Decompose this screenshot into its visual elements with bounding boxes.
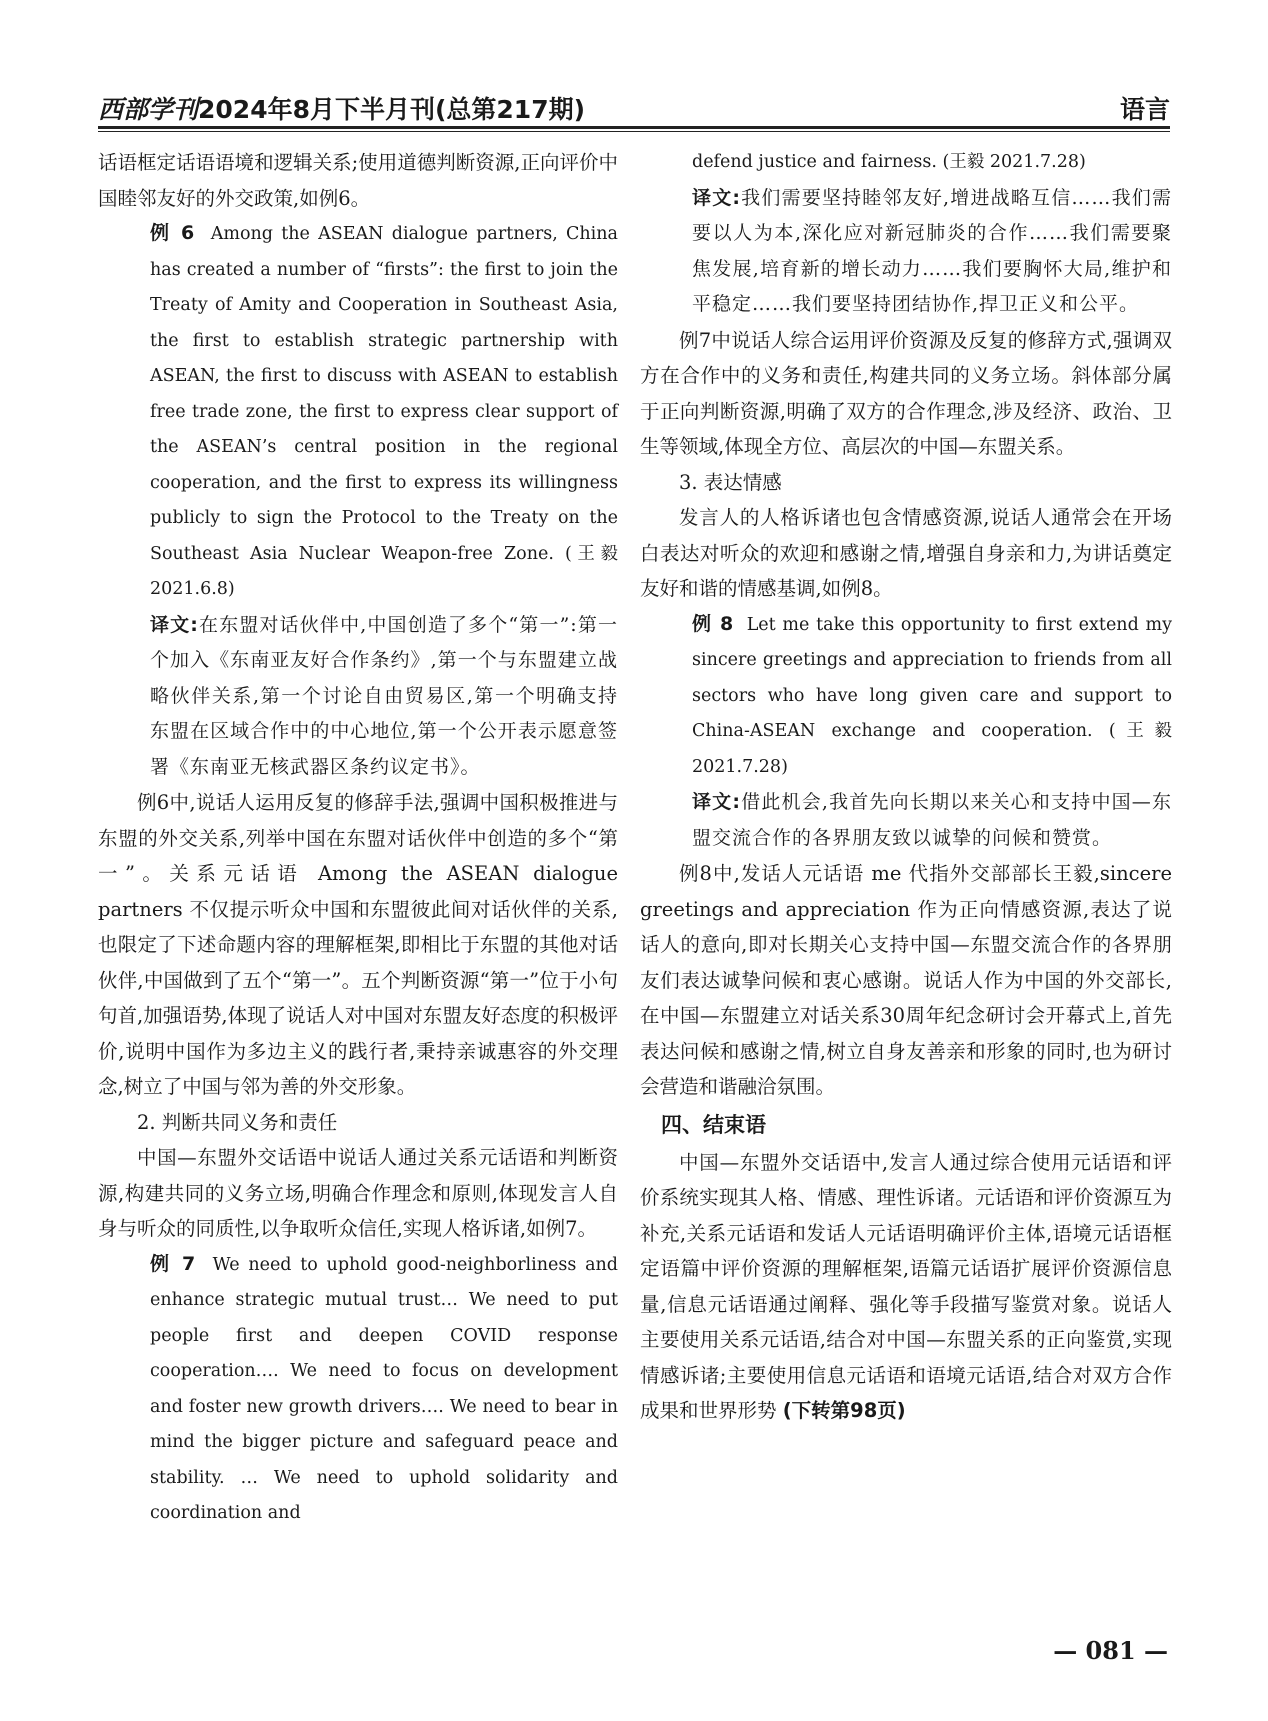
section-name: 语言 — [1119, 95, 1170, 124]
example-text: Among the ASEAN dialogue partners, China has created a number of “firsts”: the first to join the Treaty of Amity and Cooperation in Southeast Asia, the first to establish strategic partnership with ASEAN, the first to discuss with ASEAN to establish free trade zone, the first to express clear support of the ASEAN’s central position in the regional cooperation, and the first to express its willingness publicly to sign the Protocol to the Treaty on the Southeast Asia Nuclear Weapon-free Zone. (王毅 2021.6.8) — [150, 224, 618, 599]
continued-note: (下转第98页) — [782, 1399, 906, 1422]
translation-label: 译文: — [150, 613, 199, 636]
subheading: 2. 判断共同义务和责任 — [137, 1110, 338, 1134]
journal-issue: 2024年8月下半月刊(总第217期) — [198, 95, 586, 124]
header-rule-thick — [98, 126, 1170, 129]
page-number: — 081 — — [1053, 1636, 1168, 1665]
translation-text: 我们需要坚持睦邻友好,增进战略互信……我们需要以人为本,深化应对新冠肺炎的合作……我们需要聚焦发展,培育新的增长动力……我们要胸怀大局,维护和平稳定……我们要坚持团结协作,捍卫正义和公平。 — [692, 186, 1172, 315]
translation-text: 借此机会,我首先向长期以来关心和支持中国—东盟交流合作的各界朋友致以诚挚的问候和赞赏。 — [692, 791, 1172, 849]
example-8 — [640, 607, 1172, 786]
translation-label: 译文: — [692, 791, 741, 813]
journal-logo: 西部学刊 — [98, 95, 199, 124]
paragraph: 发言人的人格诉诸也包含情感资源,说话人通常会在开场白表达对听众的欢迎和感谢之情,增强自身亲和力,为讲话奠定友好和谐的情感基调,如例8。 — [640, 506, 1172, 600]
left-column — [98, 145, 618, 1532]
example-text: Let me take this opportunity to first extend my sincere greetings and appreciation to friends from all sectors who have long given care and support to China-ASEAN exchange and cooperation. (王毅 2021.7.28) — [692, 614, 1172, 777]
right-column — [640, 145, 1172, 1429]
example-label: 例 6 — [150, 222, 195, 244]
example-label: 例 8 — [692, 612, 734, 635]
paragraph-text: 中国—东盟外交话语中,发言人通过综合使用元话语和评价系统实现其人格、情感、理性诉诸。元话语和评价资源互为补充,关系元话语和发话人元话语明确评价主体,语境元话语框定语篇中评价资源的理解框架,语篇元话语扩展评价资源信息量,信息元话语通过阐释、强化等手段描写鉴赏对象。说话人主要使用关系元话语,结合对中国—东盟关系的正向鉴赏,实现情感诉诸;主要使用信息元话语和语境元话语,结合对双方合作成果和世界形势 — [640, 1150, 1172, 1422]
paragraph: 例6中,说话人运用反复的修辞手法,强调中国积极推进与东盟的外交关系,列举中国在东盟对话伙伴中创造的多个“第一”。关系元话语 Among the ASEAN dialogue partners 不仅提示听众中国和东盟彼此间对话伙伴的关系,也限定了下述命题内容的理解框架,即相比于东盟的其他对话伙伴,中国做到了五个“第一”。五个判断资源“第一”位于小句句首,加强语势,体现了说话人对中国对东盟友好态度的积极评价,说明中国作为多边主义的践行者,秉持亲诚惠容的外交理念,树立了中国与邻为善的外交形象。 — [98, 791, 618, 1098]
example-6 — [98, 216, 618, 608]
translation-6 — [98, 608, 618, 786]
example-label: 例 7 — [150, 1252, 196, 1275]
example-7-continued: defend justice and fairness. (王毅 2021.7.28) — [692, 152, 1086, 172]
example-text: We need to uphold good-neighborliness and enhance strategic mutual trust… We need to put people first and deepen COVID response cooperation…. We need to focus on development and foster new growth drivers…. We need to bear in mind the bigger picture and safeguard peace and stability. … We need to uphold solidarity and coordination and — [150, 1254, 618, 1523]
paragraph — [640, 1145, 1172, 1429]
translation-8 — [640, 785, 1172, 856]
paragraph: 中国—东盟外交话语中说话人通过关系元话语和判断资源,构建共同的义务立场,明确合作理念和原则,体现发言人自身与听众的同质性,以争取听众信任,实现人格诉诸,如例7。 — [98, 1146, 618, 1240]
translation-label: 译文: — [692, 186, 741, 209]
paragraph: 例7中说话人综合运用评价资源及反复的修辞方式,强调双方在合作中的义务和责任,构建共同的义务立场。斜体部分属于正向判断资源,明确了双方的合作理念,涉及经济、政治、卫生等领域,体现全方位、高层次的中国—东盟关系。 — [640, 328, 1172, 458]
header-rule-thin — [98, 131, 1170, 132]
translation-text: 在东盟对话伙伴中,中国创造了多个“第一”:第一个加入《东南亚友好合作条约》,第一个与东盟建立战略伙伴关系,第一个讨论自由贸易区,第一个明确支持东盟在区域合作中的中心地位,第一个公开表示愿意签署《东南亚无核武器区条约议定书》。 — [150, 613, 618, 778]
paragraph: 话语框定话语语境和逻辑关系;使用道德判断资源,正向评价中国睦邻友好的外交政策,如例6。 — [98, 151, 618, 210]
example-7 — [98, 1247, 618, 1532]
translation-7 — [640, 181, 1172, 323]
section-heading: 四、结束语 — [661, 1112, 766, 1137]
paragraph: 例8中,发话人元话语 me 代指外交部部长王毅,sincere greetings and appreciation 作为正向情感资源,表达了说话人的意向,即对长期关心支持中国—东盟交流合作的各界朋友们表达诚挚问候和衷心感谢。说话人作为中国的外交部长,在中国—东盟建立对话关系30周年纪念研讨会开幕式上,首先表达问候和感谢之情,树立自身友善亲和形象的同时,也为研讨会营造和谐融洽氛围。 — [640, 862, 1172, 1098]
subheading: 3. 表达情感 — [679, 470, 782, 494]
running-header — [98, 88, 1170, 124]
journal-title — [98, 90, 585, 126]
